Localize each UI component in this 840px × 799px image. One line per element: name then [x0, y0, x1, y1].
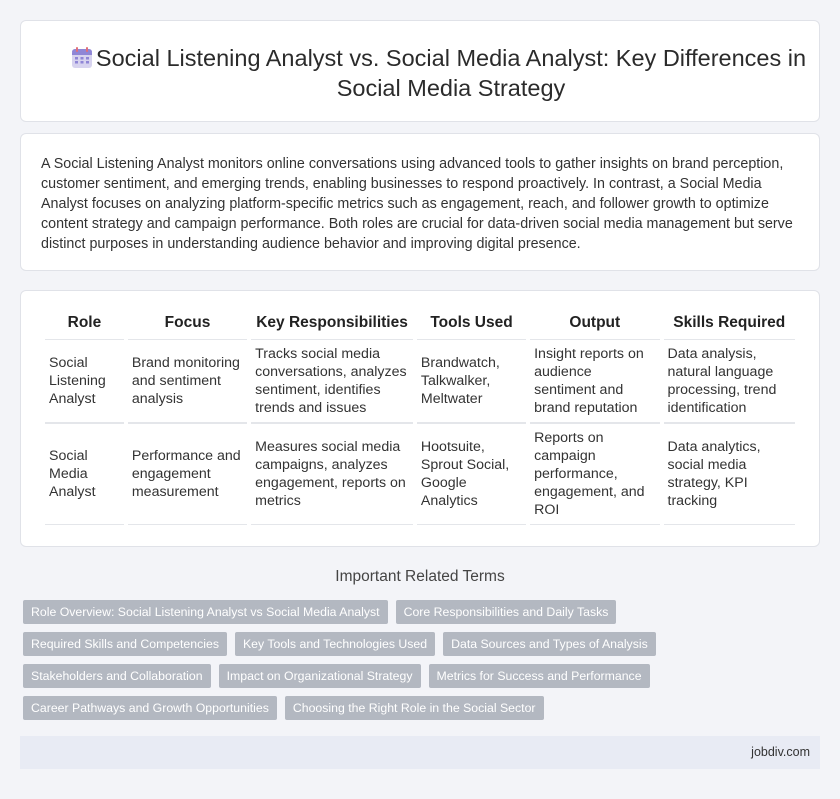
table-cell: Performance and engagement measurement	[128, 423, 247, 525]
table-header-row	[45, 307, 795, 339]
table-cell: Data analysis, natural language processing, trend identification	[664, 339, 795, 423]
column-header: Skills Required	[673, 314, 786, 331]
related-term-tag[interactable]: Metrics for Success and Performance	[429, 664, 650, 688]
column-header: Key Responsibilities	[256, 314, 408, 331]
table-cell: Measures social media campaigns, analyzes engagement, reports on metrics	[251, 423, 413, 525]
table-cell: Brandwatch, Talkwalker, Meltwater	[417, 339, 526, 423]
related-term-tag[interactable]: Choosing the Right Role in the Social Sector	[285, 696, 544, 720]
intro-text: A Social Listening Analyst monitors online conversations using advanced tools to gather insights on brand perception, customer sentiment, and emerging trends, enabling businesses to respond proactively. In contrast, a Social Media Analyst focuses on analyzing platform-specific metrics such as engagement, reach, and follower growth to optimize content strategy and campaign performance. Both roles are crucial for data-driven social media management but serve distinct purposes in understanding audience behavior and improving digital presence.	[41, 156, 793, 252]
column-header: Tools Used	[430, 314, 513, 331]
column-header: Focus	[164, 314, 211, 331]
related-term-tag[interactable]: Role Overview: Social Listening Analyst vs Social Media Analyst	[23, 600, 388, 624]
related-term-tag[interactable]: Required Skills and Competencies	[23, 632, 227, 656]
column-header: Role	[67, 314, 102, 331]
related-term-tag[interactable]: Core Responsibilities and Daily Tasks	[396, 600, 617, 624]
comparison-table-card	[20, 290, 820, 547]
table-cell: Social Listening Analyst	[45, 339, 124, 423]
related-term-tag[interactable]: Stakeholders and Collaboration	[23, 664, 211, 688]
comparison-table	[41, 307, 799, 525]
related-term-tag[interactable]: Career Pathways and Growth Opportunities	[23, 696, 277, 720]
related-term-tag[interactable]: Key Tools and Technologies Used	[235, 632, 435, 656]
table-cell: Data analytics, social media strategy, KPI tracking	[664, 423, 795, 525]
header-card	[20, 20, 820, 122]
column-header: Output	[569, 314, 621, 331]
table-cell: Tracks social media conversations, analyzes sentiment, identifies trends and issues	[251, 339, 413, 423]
footer-site-link[interactable]: jobdiv.com	[751, 745, 810, 759]
table-cell: Reports on campaign performance, engagement, and ROI	[530, 423, 659, 525]
table-cell: Hootsuite, Sprout Social, Google Analytics	[417, 423, 526, 525]
table-cell: Brand monitoring and sentiment analysis	[128, 339, 247, 423]
related-term-tag[interactable]: Impact on Organizational Strategy	[219, 664, 421, 688]
related-terms-tags	[23, 600, 823, 720]
table-cell: Social Media Analyst	[45, 423, 124, 525]
page-title: Social Listening Analyst vs. Social Media Analyst: Key Differences in Social Media Strategy	[95, 45, 807, 101]
table-row	[45, 339, 795, 423]
intro-card	[20, 133, 820, 271]
related-terms-title: Important Related Terms	[335, 568, 505, 585]
footer	[20, 736, 820, 769]
table-row	[45, 423, 795, 525]
table-cell: Insight reports on audience sentiment and brand reputation	[530, 339, 659, 423]
related-term-tag[interactable]: Data Sources and Types of Analysis	[443, 632, 656, 656]
